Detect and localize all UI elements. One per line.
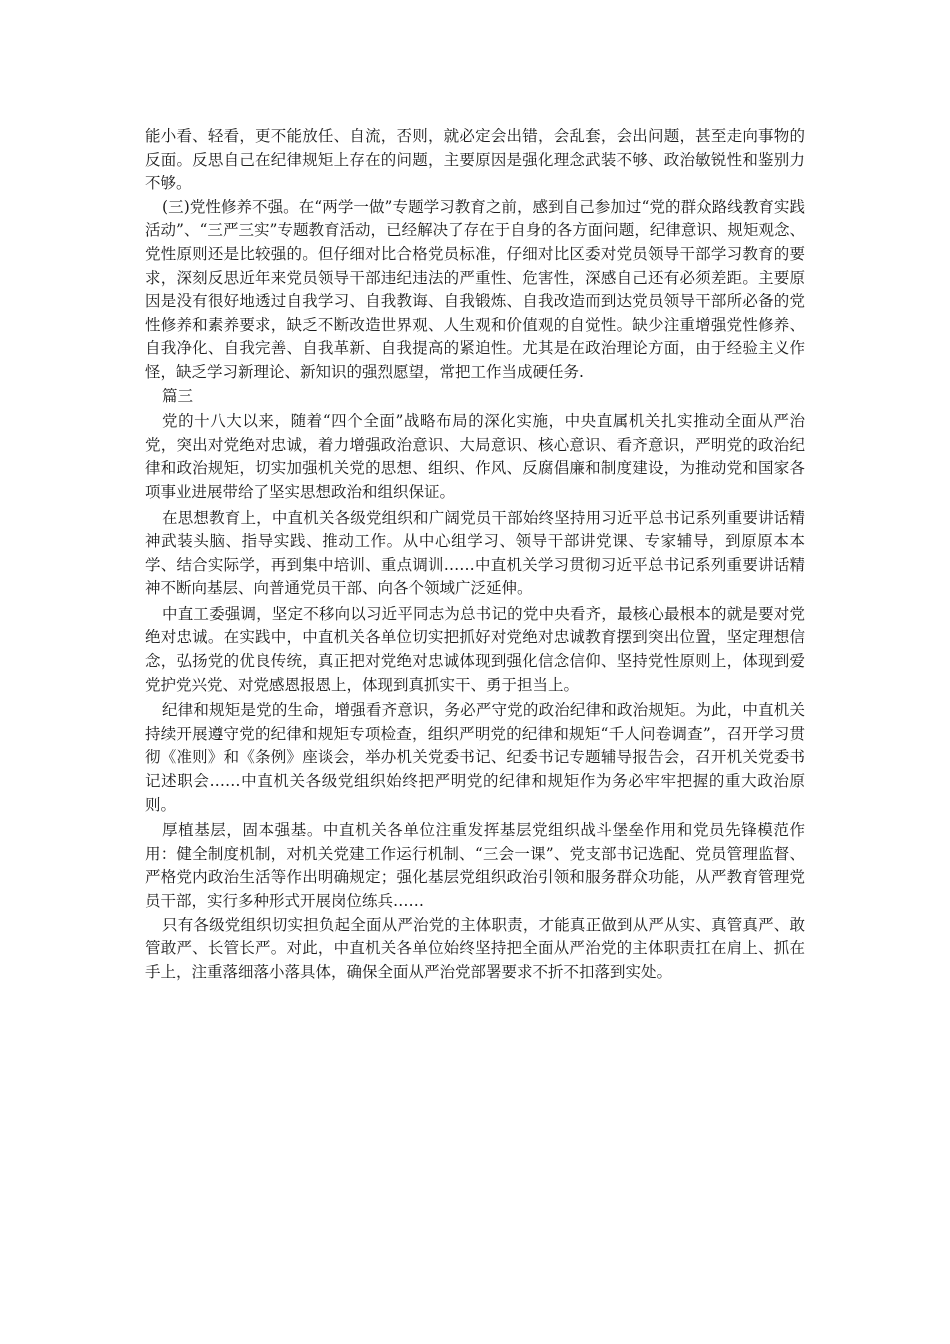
- paragraph-ideological-education: 在思想教育上，中直机关各级党组织和广阔党员干部始终坚持用习近平总书记系列重要讲话精神武装头脑、指导实践、推动工作。从中心组学习、领导干部讲党课、专家辅导，到原原本本学、结合实际学，再到集中培训、重点调训……中直机关学习贯彻习近平总书记系列重要讲话精神不断向基层、向普通党员干部、向各个领域广泛延伸。: [145, 508, 805, 598]
- document-body: [145, 125, 805, 984]
- paragraph-responsibility: 只有各级党组织切实担负起全面从严治党的主体职责，才能真正做到从严从实、真管真严、敢管敢严、长管长严。对此，中直机关各单位始终坚持把全面从严治党的主体职责扛在肩上、抓在手上，注重落细落小落具体，确保全面从严治党部署要求不折不扣落到实处。: [145, 915, 805, 981]
- paragraph-discipline: 纪律和规矩是党的生命，增强看齐意识，务必严守党的政治纪律和政治规矩。为此，中直机关持续开展遵守党的纪律和规矩专项检查，组织严明党的纪律和规矩“千人问卷调查”，召开学习贯彻《准则》和《条例》座谈会，举办机关党委书记、纪委书记专题辅导报告会，召开机关党委书记述职会……中直机关各级党组织始终把严明党的纪律和规矩作为务必牢牢把握的重大政治原则。: [145, 701, 805, 814]
- paragraph-intro: 党的十八大以来，随着“四个全面”战略布局的深化实施，中央直属机关扎实推动全面从严治党，突出对党绝对忠诚，着力增强政治意识、大局意识、核心意识、看齐意识，严明党的政治纪律和政治规矩，切实加强机关党的思想、组织、作风、反腐倡廉和制度建设，为推动党和国家各项事业进展带给了坚实思想政治和组织保证。: [145, 412, 805, 501]
- paragraph-continuation: 能小看、轻看，更不能放任、自流，否则，就必定会出错，会乱套，会出问题，甚至走向事物的反面。反思自己在纪律规矩上存在的问题，主要原因是强化理念武装不够、政治敏锐性和鉴别力不够。: [145, 127, 805, 193]
- section-heading: 篇三: [162, 386, 194, 405]
- paragraph-grassroots: 厚植基层，固本强基。中直机关各单位注重发挥基层党组织战斗堡垒作用和党员先锋模范作用：健全制度机制，对机关党建工作运行机制、“三会一课”、党支部书记选配、党员管理监督、严格党内政治生活等作出明确规定；强化基层党组织政治引领和服务群众功能，从严教育管理党员干部，实行多种形式开展岗位练兵……: [145, 821, 805, 910]
- paragraph-loyalty: 中直工委强调，坚定不移向以习近平同志为总书记的党中央看齐，最核心最根本的就是要对党绝对忠诚。在实践中，中直机关各单位切实把抓好对党绝对忠诚教育摆到突出位置，坚定理想信念，弘扬党的优良传统，真正把对党绝对忠诚体现到强化信念信仰、坚持党性原则上，体现到爱党护党兴党、对党感恩报恩上，体现到真抓实干、勇于担当上。: [145, 604, 805, 694]
- paragraph-party-spirit: (三)党性修养不强。在“两学一做”专题学习教育之前，感到自己参加过“党的群众路线教育实践活动”、“三严三实”专题教育活动，已经解决了存在于自身的各方面问题，纪律意识、规矩观念、党性原则还是比较强的。但仔细对比合格党员标准，仔细对比区委对党员领导干部学习教育的要求，深刻反思近年来党员领导干部违纪违法的严重性、危害性，深感自己还有必须差距。主要原因是没有很好地透过自我学习、自我教诲、自我锻炼、自我改造而到达党员领导干部所必备的党性修养和素养要求，缺乏不断改造世界观、人生观和价值观的自觉性。缺少注重增强党性修养、自我净化、自我完善、自我革新、自我提高的紧迫性。尤其是在政治理论方面，由于经验主义作怪，缺乏学习新理论、新知识的强烈愿望，常把工作当成硬任务.: [145, 197, 805, 381]
